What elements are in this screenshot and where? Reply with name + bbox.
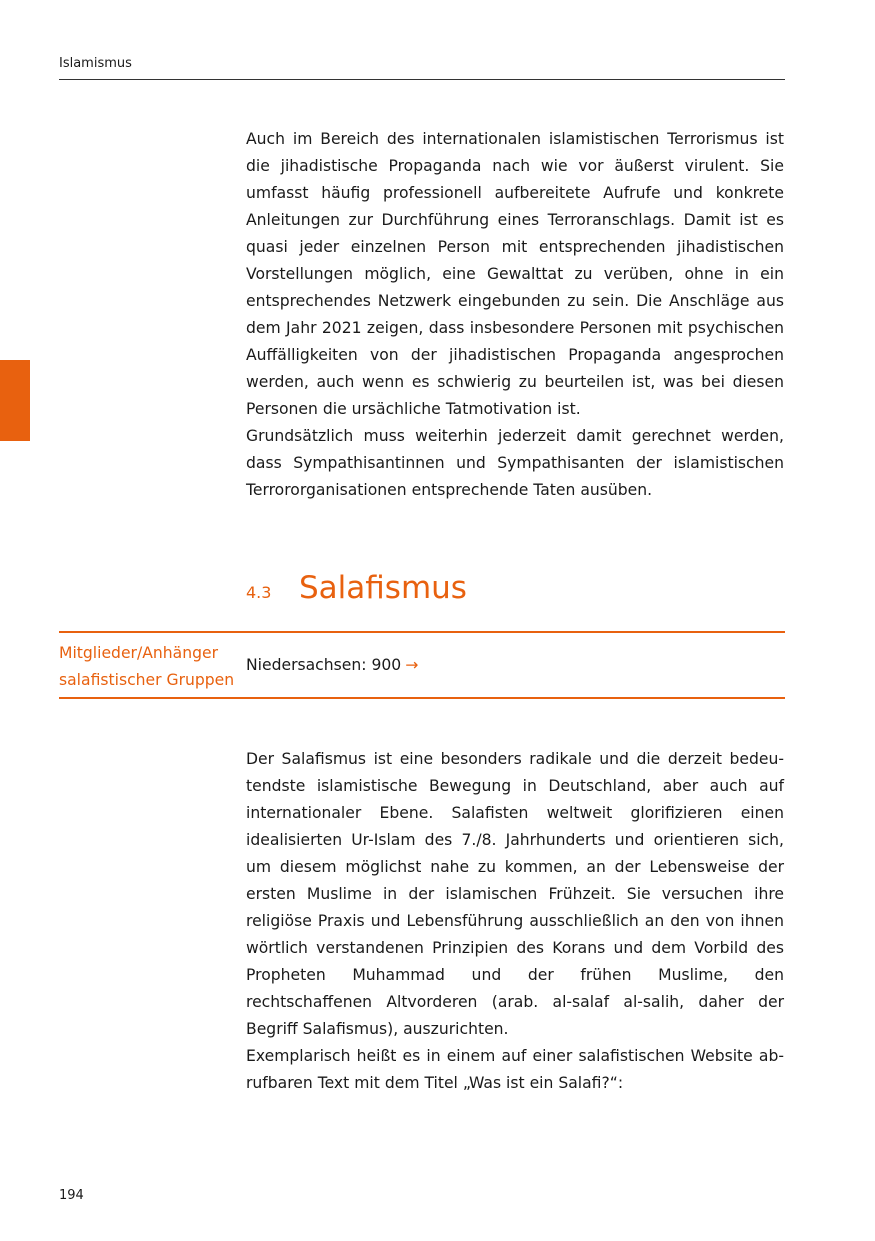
stat-label — [59, 640, 244, 694]
arrow-right-icon: → — [405, 656, 419, 674]
stat-label-line: Mitglieder/Anhänger — [59, 644, 218, 662]
running-head: Islamismus — [59, 56, 132, 71]
stat-value-text: Niedersachsen: 900 — [246, 656, 402, 674]
paragraph: Auch im Bereich des internationalen islamistischen Terrorismus ist die jihadistische Propaganda nach wie vor äußerst virulent. Sie umfasst häufig professionell aufbereitete Aufrufe und konkrete Anleitungen zur Durchführung eines Terroranschlags. Damit ist es quasi jeder einzelnen Person mit entsprechenden jihadistischen Vorstellungen möglich, eine Gewalttat zu verüben, ohne in ein entsprechendes Netzwerk eingebunden zu sein. Die Anschläge aus dem Jahr 2021 zeigen, dass insbesondere Personen mit psychischen Auffälligkeiten von der jihadistischen Propaganda angesprochen werden, auch wenn es schwierig zu beurteilen ist, was bei diesen Personen die ursächliche Tatmotivation ist. — [246, 130, 784, 418]
section-heading — [246, 570, 467, 616]
paragraph: Grundsätzlich muss weiterhin jederzeit damit gerechnet werden, dass Sympathisantinnen und Sympathisanten der islamistischen Terrororganisationen entsprechende Taten ausüben. — [246, 427, 784, 499]
stat-value — [246, 652, 418, 679]
paragraph: Der Salafismus ist eine besonders radikale und die derzeit bedeutendste islamistische Bewegung in Deutschland, aber auch auf internationaler Ebene. Salafisten weltweit glorifizieren einen idealisierten Ur-Islam des 7./8. Jahrhunderts und orientieren sich, um diesem möglichst nahe zu kommen, an der Lebensweise der ersten Muslime in der islamischen Frühzeit. Sie versuchen ihre religiöse Praxis und Lebensführung ausschließlich an den von ihnen wörtlich verstandenen Prinzipien des Korans und dem Vorbild des Propheten Muhammad und der frühen Muslime, den rechtschaffenen Altvorderen (arab. al-salaf al-salih, daher der Begriff Salafismus), auszurichten. — [246, 750, 784, 1038]
section-title: Salafismus — [299, 570, 467, 606]
stat-label-line: salafistischer Gruppen — [59, 671, 235, 689]
page-number: 194 — [59, 1188, 84, 1203]
header-rule — [59, 79, 785, 80]
section-number: 4.3 — [246, 583, 272, 602]
chapter-tab-marker — [0, 360, 30, 441]
body-text-block-top — [246, 126, 784, 504]
stat-box-top-rule — [59, 631, 785, 633]
paragraph: Exemplarisch heißt es in einem auf einer salafistischen Website abrufbaren Text mit dem Titel „Was ist ein Salafi?“: — [246, 1047, 784, 1092]
stat-box-bottom-rule — [59, 697, 785, 699]
body-text-block-bottom — [246, 746, 784, 1097]
